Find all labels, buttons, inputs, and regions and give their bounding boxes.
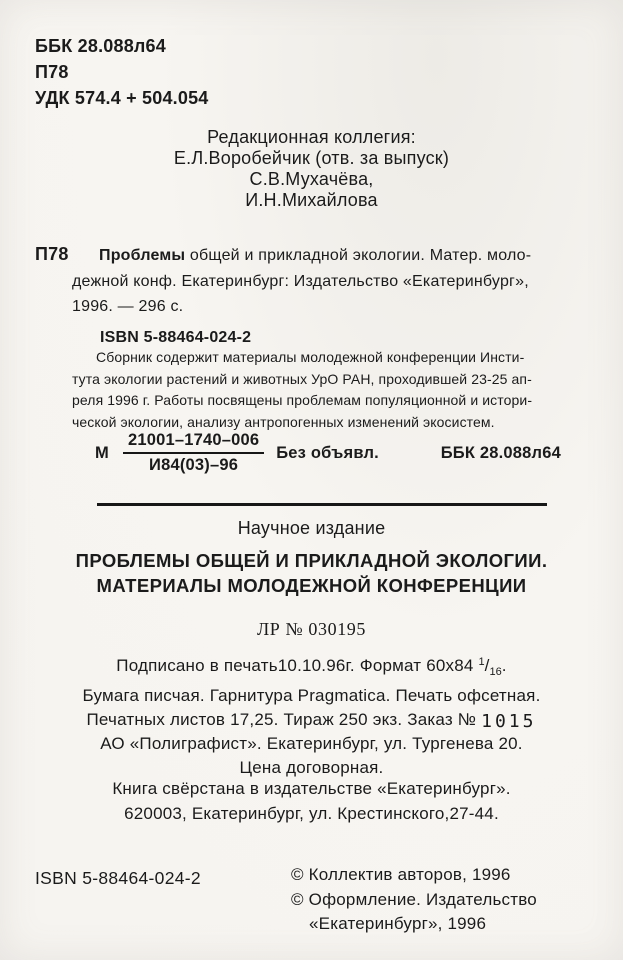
publisher-details [0,777,623,826]
classification-codes [35,33,209,111]
format-fraction-sub: 16 [489,666,502,678]
catalog-fraction-denominator: И84(03)–96 [149,456,239,474]
citation-label: П78 [35,244,69,264]
bibliographic-record [72,243,564,350]
no-announcement-note: Без объявл. [276,443,379,462]
print-paper-line: Бумага писчая. Гарнитура Pragmatica. Печать офсетная. [82,686,541,705]
abstract-paragraph [72,347,568,433]
citation-line: дежной конф. Екатеринбург: Издательство «Екатеринбург», [72,272,529,290]
format-text: Подписано в печать10.10.96г. Формат 60х84 [116,656,479,675]
catalog-fraction [123,431,264,475]
bbk-code-right: ББК 28.088л64 [440,443,561,462]
bbk-code: ББК 28.088л64 [35,36,166,56]
license-number: ЛР № 030195 [257,619,366,639]
catalog-formula [95,431,561,475]
abstract-line: тута экологии растений и животных УрО РАН, проходившей 23-25 ап- [72,370,532,387]
book-title [0,548,623,598]
copyright-line: «Екатеринбург», 1996 [309,914,487,933]
isbn-number: ISBN 5-88464-024-2 [100,328,252,346]
print-order-line [0,708,623,732]
editorial-board-member: И.Н.Михайлова [245,190,378,210]
udk-code: УДК 574.4 + 504.054 [35,88,209,108]
copyright-line: © Оформление. Издательство [291,889,537,909]
print-details [0,650,623,780]
author-sign-code: П78 [35,62,69,82]
copyright-block [291,863,537,937]
order-number-stamp: 1015 [481,711,537,732]
format-fraction-sup: 1 [478,656,485,668]
editorial-board-heading: Редакционная коллегия: [207,127,416,147]
print-format-line [0,650,623,684]
editorial-board [0,127,623,211]
citation-title-bold: Проблемы [99,247,186,264]
abstract-line: Сборник содержит материалы молодежной конференции Инсти- [96,349,525,365]
copyright-line: © Коллектив авторов, 1996 [291,865,511,884]
edition-type: Научное издание [237,518,386,538]
order-text: Печатных листов 17,25. Тираж 250 экз. Заказ № [86,710,482,729]
editorial-board-member: Е.Л.Воробейчик (отв. за выпуск) [173,148,450,168]
catalog-fraction-numerator: 21001–1740–006 [123,431,264,454]
abstract-line: ческой экологии, анализу антропогенных изменений экосистем. [72,413,495,430]
editorial-board-member: С.В.Мухачёва, [249,169,374,189]
citation-line [72,243,564,269]
citation-line-rest: общей и прикладной экологии. Матер. моло- [185,247,532,264]
isbn-footer: ISBN 5-88464-024-2 [35,868,201,888]
format-text-end: . [501,656,507,675]
section-divider-rule [97,503,547,506]
book-title-line: ПРОБЛЕМЫ ОБЩЕЙ И ПРИКЛАДНОЙ ЭКОЛОГИИ. [75,550,548,571]
format-fraction-slash: / [484,656,490,675]
abstract-line: реля 1996 г. Работы посвящены проблемам популяционной и истори- [72,392,533,408]
printer-address-line: АО «Полиграфист». Екатеринбург, ул. Тургенева 20. [100,734,523,753]
layout-credit-line: Книга свёрстана в издательстве «Екатеринбург». [112,779,511,798]
citation-line: 1996. — 296 с. [72,298,184,315]
book-title-line: МАТЕРИАЛЫ МОЛОДЕЖНОЙ КОНФЕРЕНЦИИ [96,575,527,596]
price-line: Цена договорная. [239,758,384,777]
catalog-letter: М [95,443,109,462]
publisher-address-line: 620003, Екатеринбург, ул. Крестинского,27-44. [124,803,499,823]
